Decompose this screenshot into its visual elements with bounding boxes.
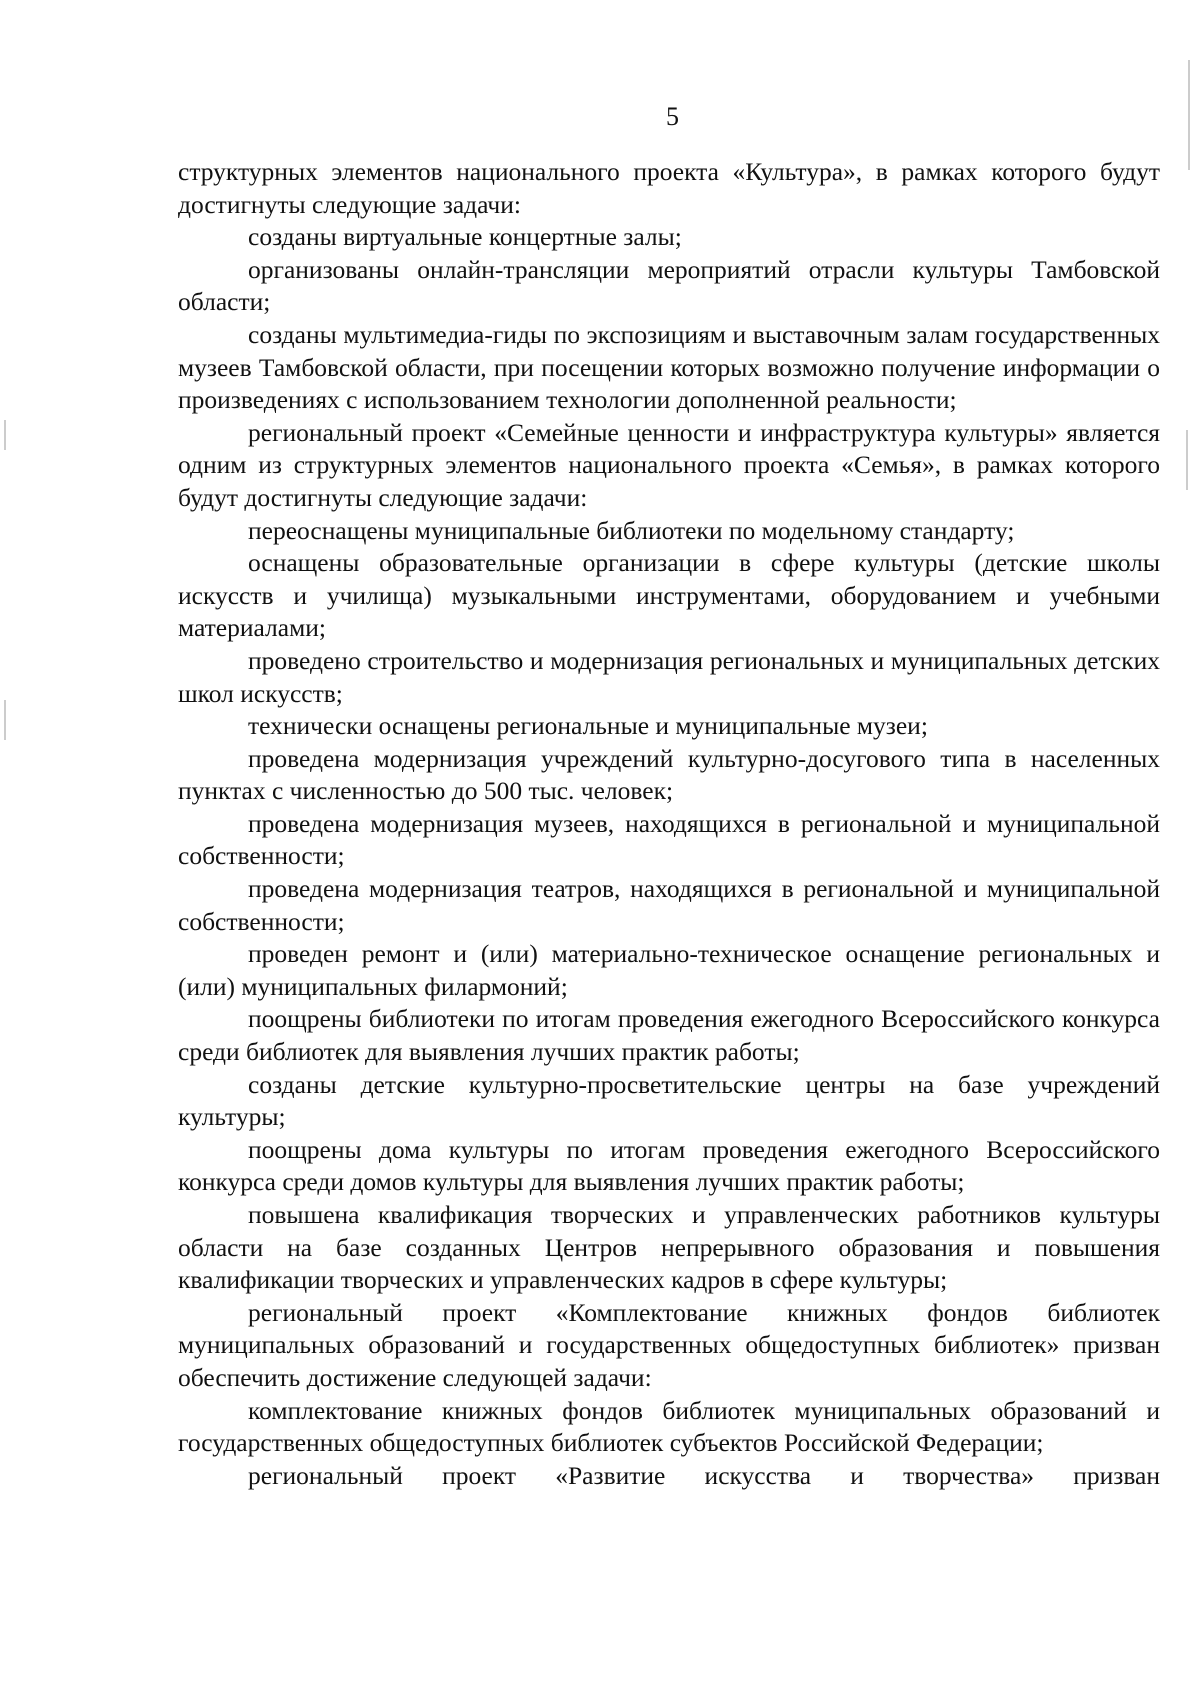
scan-artifact-mark	[4, 700, 6, 740]
paragraph-task-leisure-modernization: проведена модернизация учреждений культурно-досугового типа в населенных пунктах с численностью до 500 тыс. человек;	[178, 743, 1160, 806]
paragraph-task-libraries-contest: поощрены библиотеки по итогам проведения ежегодного Всероссийского конкурса среди библиотек для выявления лучших практик работы;	[178, 1004, 1160, 1067]
paragraph-task-online-broadcasts: организованы онлайн-трансляции мероприятий отрасли культуры Тамбовской области;	[178, 254, 1160, 317]
document-body	[178, 156, 1160, 1492]
paragraph-project-arts-development: региональный проект «Развитие искусства и творчества» призван	[248, 1460, 1160, 1490]
paragraph-project-family-values: региональный проект «Семейные ценности и инфраструктура культуры» является одним из структурных элементов национального проекта «Семья», в рамках которого будут достигнуты следующие задачи:	[178, 417, 1160, 512]
paragraph-task-theatres-modernization: проведена модернизация театров, находящихся в региональной и муниципальной собственности;	[178, 874, 1160, 936]
paragraph-task-virtual-concert-halls: созданы виртуальные концертные залы;	[248, 222, 682, 252]
paragraph-task-museums-modernization: проведена модернизация музеев, находящихся в региональной и муниципальной собственности;	[178, 808, 1160, 871]
scan-artifact-mark	[1186, 430, 1188, 490]
page-number: 5	[666, 102, 679, 131]
paragraph-task-philharmonic-repair: проведен ремонт и (или) материально-техническое оснащение региональных и (или) муниципальных филармоний;	[178, 939, 1160, 1001]
paragraph-task-book-funds: комплектование книжных фондов библиотек муниципальных образований и государственных общедоступных библиотек субъектов Российской Федерации;	[178, 1395, 1160, 1458]
paragraph-task-culture-houses-contest: поощрены дома культуры по итогам проведения ежегодного Всероссийского конкурса среди домов культуры для выявления лучших практик работы;	[178, 1134, 1160, 1197]
scan-artifact-mark	[1188, 60, 1190, 170]
paragraph-task-art-schools-construction: проведено строительство и модернизация региональных и муниципальных детских школ искусств;	[178, 645, 1160, 708]
paragraph-task-museums-equipped: технически оснащены региональные и муниципальные музеи;	[248, 711, 928, 741]
paragraph-project-book-funds: региональный проект «Комплектование книжных фондов библиотек муниципальных образований и государственных общедоступных библиотек» призван обеспечить достижение следующей задачи:	[178, 1297, 1160, 1392]
paragraph-continuation: структурных элементов национального проекта «Культура», в рамках которого будут достигнуты следующие задачи:	[178, 157, 1160, 219]
paragraph-task-libraries-model-standard: переоснащены муниципальные библиотеки по модельному стандарту;	[248, 515, 1015, 545]
paragraph-task-children-centers: созданы детские культурно-просветительские центры на базе учреждений культуры;	[178, 1069, 1160, 1132]
paragraph-task-qualification: повышена квалификация творческих и управленческих работников культуры области на базе созданных Центров непрерывного образования и повышения квалификации творческих и управленческих кадров в сфере культуры;	[178, 1200, 1160, 1295]
paragraph-task-educational-equipment: оснащены образовательные организации в сфере культуры (детские школы искусств и училища) музыкальными инструментами, оборудованием и учебными материалами;	[178, 548, 1160, 643]
paragraph-task-multimedia-guides: созданы мультимедиа-гиды по экспозициям и выставочным залам государственных музеев Тамбовской области, при посещении которых возможно получение информации о произведениях с использованием технологии дополненной реальности;	[178, 319, 1160, 415]
scan-artifact-mark	[4, 420, 6, 450]
